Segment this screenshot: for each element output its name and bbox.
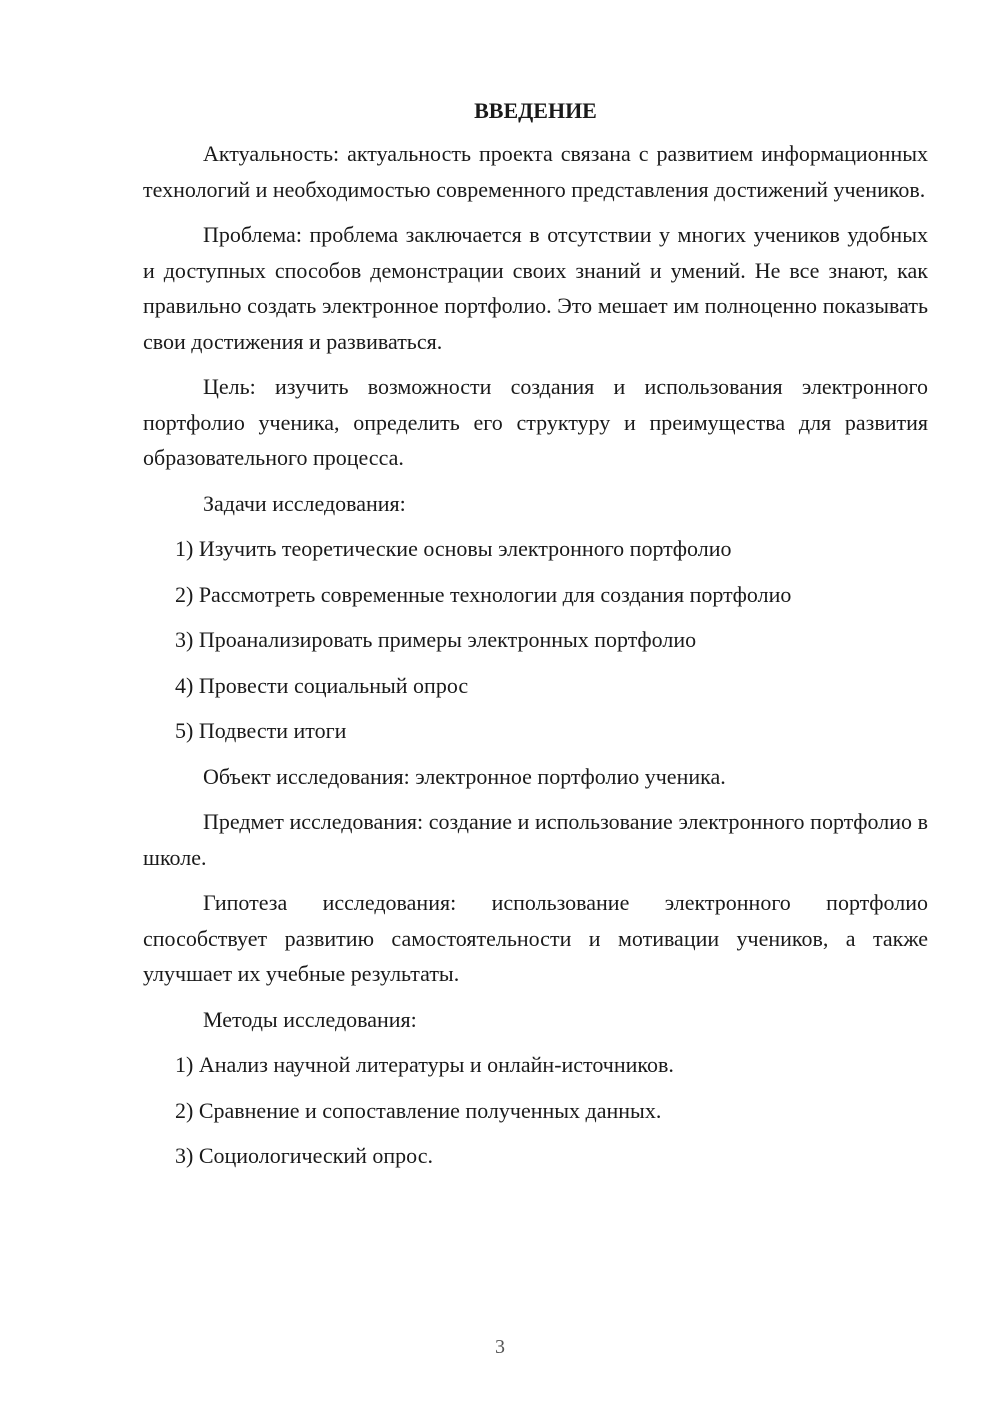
list-item: 2) Сравнение и сопоставление полученных данных.: [175, 1097, 662, 1123]
tasks-list: [143, 531, 928, 749]
list-item: 1) Изучить теоретические основы электронного портфолио: [175, 536, 732, 561]
relevance-paragraph: Актуальность: актуальность проекта связана с развитием информационных технологий и необходимостью современного представления достижений учеников.: [143, 141, 928, 202]
section-title: ВВЕДЕНИЕ: [474, 98, 597, 123]
page-number: 3: [495, 1336, 505, 1358]
list-item: 1) Анализ научной литературы и онлайн-источников.: [175, 1052, 674, 1077]
hypothesis-paragraph: Гипотеза исследования: использование электронного портфолио способствует развитию самостоятельности и мотивации учеников, а также улучшает их учебные результаты.: [143, 890, 928, 986]
subject-paragraph: Предмет исследования: создание и использование электронного портфолио в школе.: [143, 809, 928, 870]
list-item: 3) Проанализировать примеры электронных портфолио: [175, 627, 697, 652]
object-paragraph: Объект исследования: электронное портфолио ученика.: [203, 763, 726, 789]
goal-paragraph: Цель: изучить возможности создания и использования электронного портфолио ученика, определить его структуру и преимущества для развития образовательного процесса.: [143, 374, 928, 470]
document-page: [143, 96, 928, 1184]
methods-heading: Методы исследования:: [203, 1006, 417, 1032]
list-item: 3) Социологический опрос.: [175, 1143, 433, 1168]
list-item: 2) Рассмотреть современные технологии для создания портфолио: [175, 581, 792, 607]
tasks-heading: Задачи исследования:: [203, 490, 406, 516]
list-item: 4) Провести социальный опрос: [175, 672, 469, 698]
methods-list: [143, 1047, 928, 1174]
list-item: 5) Подвести итоги: [175, 718, 347, 743]
problem-paragraph: Проблема: проблема заключается в отсутствии у многих учеников удобных и доступных способов демонстрации своих знаний и умений. Не все знают, как правильно создать электронное портфолио. Это мешает им полноценно показывать свои достижения и развиваться.: [143, 222, 928, 354]
